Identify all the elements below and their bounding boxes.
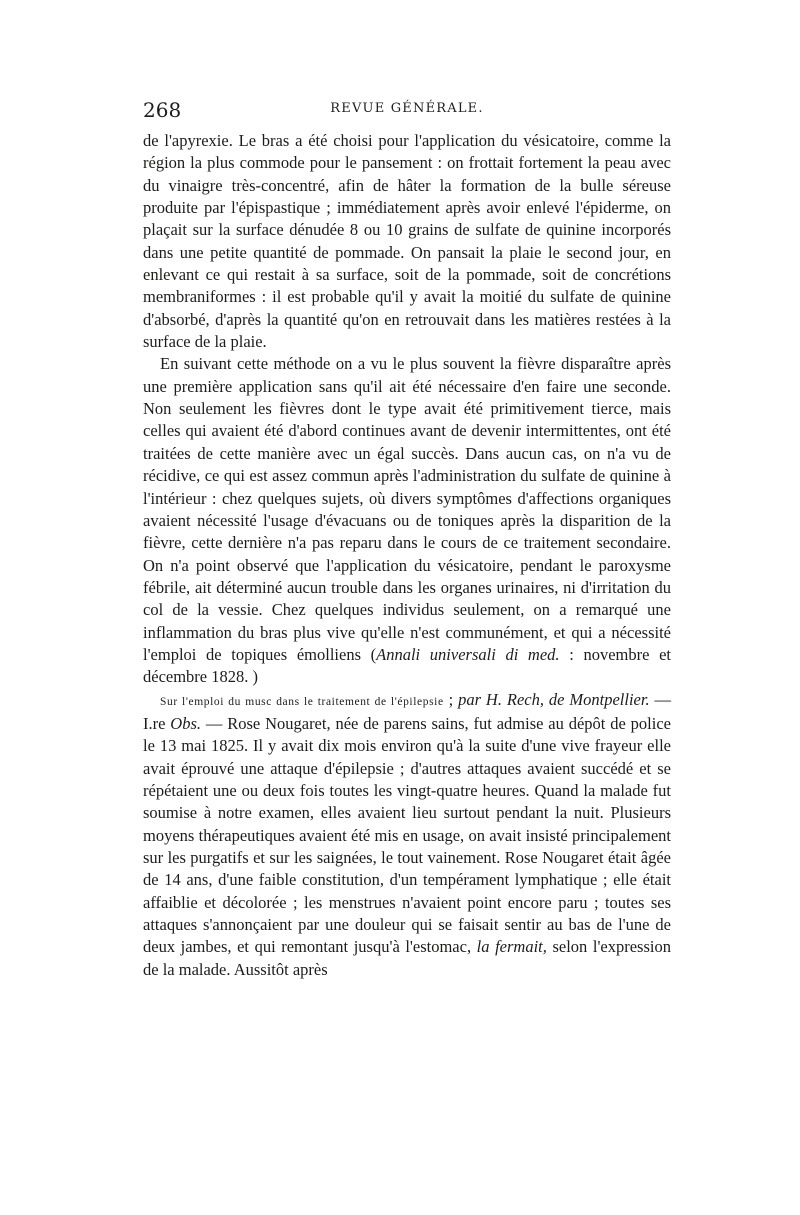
case-text: — Rose Nougaret, née de parens sains, fut admise au dépôt de police le 13 mai 1825. Il y avait dix mois environ qu'à la suite d'une vive frayeur elle avait éprouvé une attaque d'épilepsie ; d'autres attaques avaient succédé et se répétaient une ou deux fois toutes les vingt-quatre heures. Quand la malade fut soumise à notre examen, elles avaient lieu surtout pendant la nuit. Plusieurs moyens thérapeutiques avaient été mis en usage, on avait insisté principalement sur les purgatifs et sur les saignées, le tout vainement. Rose Nougaret était âgée de 14 ans, d'une faible constitution, d'un tempérament lymphatique ; elle était affaiblie et décolorée ; les menstrues n'avaient point encore paru ; toutes ses attaques s'annonçaient par une douleur qui se faisait sentir au bas de l'une de deux jambes, et qui remontant jusqu'à l'estomac, bbox=[143, 713, 671, 957]
paragraph-musc-epilepsie bbox=[143, 689, 671, 981]
observation-number: — I.re bbox=[143, 689, 671, 733]
patient-quote: la fermait, bbox=[476, 937, 547, 957]
observation-label: Obs. bbox=[170, 713, 202, 733]
running-title: REVUE GÉNÉRALE. bbox=[330, 101, 484, 116]
journal-citation: Annali universali di med. bbox=[376, 644, 560, 664]
citation-date: : novembre et décembre 1828. ) bbox=[143, 644, 671, 687]
page-number: 268 bbox=[143, 98, 182, 122]
page-header bbox=[143, 96, 671, 130]
body-text bbox=[143, 130, 671, 981]
title-separator: ; bbox=[443, 689, 459, 709]
paragraph-vesicatoire-method: de l'apyrexie. Le bras a été choisi pour l'application du vésicatoire, comme la région la plus commode pour le pansement : on frottait fortement la peau avec du vinaigre très-concentré, afin de hâter la formation de la bulle séreuse produite par l'épispastique ; immédiatement après avoir enlevé l'épiderme, on plaçait sur la surface dénudée 8 ou 10 grains de sulfate de quinine incorporés dans une petite quantité de pommade. On pansait la plaie le second jour, en enlevant ce qui restait à sa surface, soit de la pommade, soit de concrétions membraniformes : il est probable qu'il y avait la moitié du sulfate de quinine d'absorbé, d'après la quantité qu'on en retrouvait dans les matières restées à la surface de la plaie. bbox=[143, 131, 671, 352]
book-page bbox=[143, 96, 671, 981]
case-text-end: selon l'expression de la malade. Aussitôt après bbox=[143, 937, 671, 979]
results-text: En suivant cette méthode on a vu le plus souvent la fièvre disparaître après une première application sans qu'il ait été nécessaire d'en faire une seconde. Non seulement les fièvres dont le type avait été primitivement tierce, mais celles qui avaient été d'abord continues avant de devenir intermittentes, ont été traitées de cette manière avec un égal succès. Dans aucun cas, on n'a vu de récidive, ce qui est assez commun après l'administration du sulfate de quinine à l'intérieur : chez quelques sujets, où divers symptômes d'affections organiques avaient nécessité l'usage d'évacuans ou de toniques après la disparition de la fièvre, cette dernière n'a pas reparu dans le cours de ce traitement secondaire. On n'a point observé que l'application du vésicatoire, pendant le paroxysme fébrile, ait déterminé aucun trouble dans les organes urinaires, ni d'irritation du col de la vessie. Chez quelques individus seulement, on a remarqué une inflammation du bras plus vive qu'elle n'est communément, et qui a nécessité l'emploi de topiques émolliens ( bbox=[143, 354, 671, 664]
article-author: par H. Rech, de Montpellier. bbox=[458, 689, 650, 709]
paragraph-results bbox=[143, 353, 671, 688]
article-title: Sur l'emploi du musc dans le traitement de l'épilepsie bbox=[160, 695, 444, 708]
